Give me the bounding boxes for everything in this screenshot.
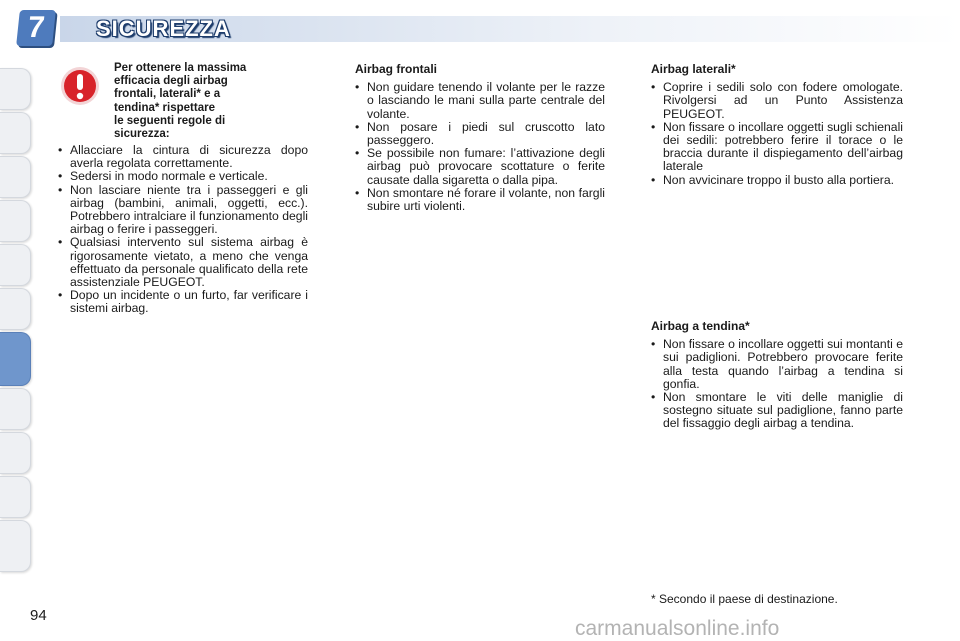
chapter-tab-10[interactable] (0, 476, 31, 518)
side-airbag-list (651, 81, 903, 187)
warning-title-line: le seguenti regole di (114, 114, 226, 127)
side-airbag-section (651, 63, 903, 187)
list-item: • Qualsiasi intervento sul sistema airbag è rigorosamente vietato, a meno che venga effettuato da personale qualificato della rete assistenziale PEUGEOT. (58, 236, 308, 289)
list-item: • Non smontare le viti delle maniglie di sostegno situate sul padiglione, fanno parte del fissaggio degli airbag a tendina. (651, 391, 903, 431)
list-item: • Non smontare né forare il volante, non fargli subire urti violenti. (355, 187, 605, 213)
page-number: 94 (30, 607, 47, 624)
list-item: • Non fissare o incollare oggetti sui montanti e sui padiglioni. Potrebbero provocare ferite alla testa quando l’airbag a tendina si gonfia. (651, 338, 903, 391)
list-item: • Non fissare o incollare oggetti sugli schienali dei sedili: potrebbero ferire il torace o le braccia durante il dispiegamento dell’airbag laterale (651, 121, 903, 174)
list-item: • Coprire i sedili solo con fodere omologate. Rivolgersi ad un Punto Assistenza PEUGEOT. (651, 81, 903, 121)
page-title: SICUREZZA (96, 16, 231, 41)
curtain-airbag-list (651, 338, 903, 430)
warning-title-line: tendina* rispettare (114, 101, 215, 114)
frontal-airbag-list (355, 81, 605, 213)
exclamation-circle-icon (60, 66, 100, 106)
chapter-tab-11[interactable] (0, 520, 31, 572)
chapter-tab-9[interactable] (0, 432, 31, 474)
watermark[interactable]: carmanualsonline.info (575, 617, 780, 640)
chapter-tab-5[interactable] (0, 244, 31, 286)
list-item: • Non posare i piedi sul cruscotto lato passeggero. (355, 121, 605, 147)
chapter-number-badge: 7 (16, 10, 56, 46)
safety-rules-list (58, 144, 308, 316)
chapter-tab-3[interactable] (0, 156, 31, 198)
warning-title-line: efficacia degli airbag (114, 75, 228, 88)
list-item: • Non guidare tenendo il volante per le razze o lasciando le mani sulla parte centrale del volante. (355, 81, 605, 121)
list-item: • Dopo un incidente o un furto, far verificare i sistemi airbag. (58, 289, 308, 315)
warning-title-line: frontali, laterali* e a (114, 88, 221, 101)
chapter-tab-4[interactable] (0, 200, 31, 242)
chapter-tab-7-active[interactable] (0, 332, 31, 386)
list-item: • Allacciare la cintura di sicurezza dopo averla regolata correttamente. (58, 144, 308, 170)
section-heading: Airbag frontali (355, 62, 438, 76)
warning-title (114, 62, 304, 141)
frontal-airbag-section (355, 63, 605, 213)
footnote: * Secondo il paese di destinazione. (651, 592, 838, 606)
chapter-tabs (0, 68, 32, 578)
curtain-airbag-section (651, 320, 903, 431)
chapter-tab-6[interactable] (0, 288, 31, 330)
section-heading: Airbag laterali* (651, 62, 736, 76)
chapter-tab-8[interactable] (0, 388, 31, 430)
list-item: • Non lasciare niente tra i passeggeri e gli airbag (bambini, animali, oggetti, ecc.). Potrebbero intralciare il funzionamento degli airbag o ferire i passeggeri. (58, 184, 308, 237)
chapter-tab-2[interactable] (0, 112, 31, 154)
chapter-tab-1[interactable] (0, 68, 31, 110)
warning-title-line: Per ottenere la massima (114, 62, 247, 74)
list-item: • Se possibile non fumare: l’attivazione degli airbag può provocare scottature o ferite causate dalla sigaretta o dalla pipa. (355, 147, 605, 187)
page-header (0, 0, 960, 58)
safety-rules-column (58, 144, 308, 316)
section-heading: Airbag a tendina* (651, 319, 750, 333)
list-item: • Non avvicinare troppo il busto alla portiera. (651, 174, 903, 187)
warning-title-line: sicurezza: (114, 128, 170, 141)
list-item: • Sedersi in modo normale e verticale. (58, 170, 308, 183)
